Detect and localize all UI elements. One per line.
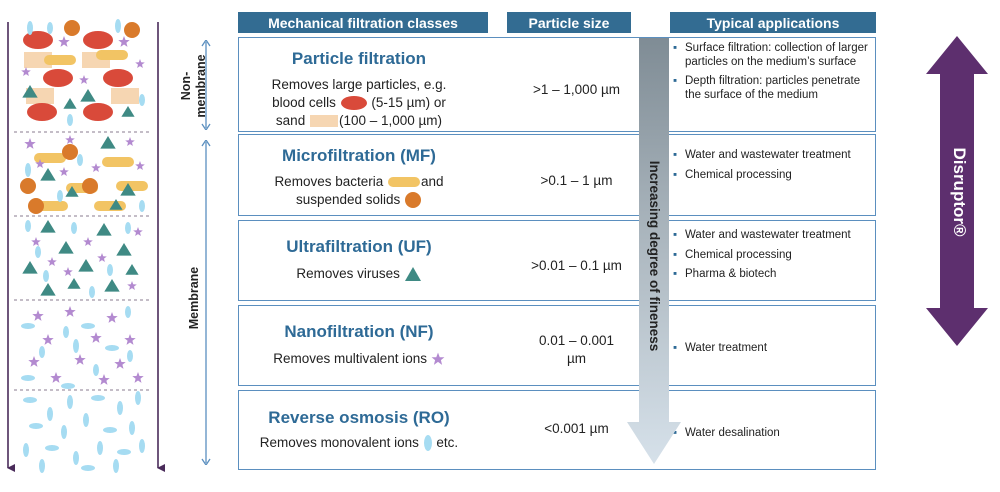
disruptor-label: Disruptor® [950, 147, 969, 237]
ellipse-ion-icon [67, 114, 73, 126]
list-item: ▪ Water and wastewater treatment [673, 149, 851, 161]
star-ion-icon [127, 281, 137, 290]
ellipse-ion-icon [139, 94, 145, 106]
ellipse-ion-icon [423, 434, 433, 452]
star-ion-icon [90, 332, 101, 343]
list-item: ▪ Chemical processing [673, 168, 792, 181]
solid-particle-icon [20, 178, 36, 194]
row-reverse-osmosis [238, 390, 876, 470]
applications-list [671, 149, 871, 188]
ellipse-ion-icon [139, 200, 145, 212]
blood-cell-icon [43, 69, 73, 87]
virus-triangle-icon [80, 89, 95, 102]
blood-cell-icon [340, 95, 368, 111]
virus-triangle-icon [63, 98, 76, 109]
list-item: ▪ Water and wastewater treatment [673, 229, 851, 241]
virus-triangle-icon [78, 259, 93, 272]
star-ion-icon [132, 372, 143, 383]
ellipse-ion-icon [71, 222, 77, 234]
ellipse-ion-icon [67, 395, 73, 409]
header-size: Particle size [507, 12, 631, 33]
solid-particle-icon [82, 178, 98, 194]
virus-triangle-icon [40, 220, 55, 233]
ellipse-ion-icon [89, 286, 95, 298]
list-item: ▪ Pharma & biotech [673, 268, 777, 280]
list-item: ▪ Chemical processing [673, 248, 792, 261]
ellipse-ion-icon [115, 19, 121, 33]
star-ion-icon [106, 312, 117, 323]
ellipse-ion-icon [117, 401, 123, 415]
virus-triangle-icon [125, 264, 138, 275]
star-ion-icon [24, 138, 35, 149]
ellipse-ion-icon [81, 323, 95, 329]
ellipse-ion-icon [83, 413, 89, 427]
row-description: Removes bacteria and suspended solids [239, 173, 479, 209]
bacteria-icon [102, 157, 134, 167]
list-item: ▪ Water desalination [673, 427, 780, 439]
virus-triangle-icon [67, 278, 80, 289]
star-ion-icon [64, 306, 75, 317]
star-ion-icon [135, 59, 145, 68]
star-ion-icon [58, 36, 69, 47]
row-ultrafiltration [238, 220, 876, 301]
ellipse-ion-icon [21, 323, 35, 329]
star-ion-icon [133, 227, 143, 236]
star-ion-icon [21, 67, 31, 76]
virus-triangle-icon [58, 241, 73, 254]
membrane-bracket [205, 140, 207, 465]
ellipse-ion-icon [117, 449, 131, 455]
ellipse-ion-icon [29, 423, 43, 429]
virus-triangle-icon [40, 168, 55, 181]
row-title: Nanofiltration (NF) [284, 322, 434, 341]
membrane-label: Membrane [187, 266, 201, 330]
header-applications: Typical applications [670, 12, 876, 33]
bacteria-icon [34, 153, 66, 163]
applications-list [671, 229, 871, 288]
virus-triangle-icon [121, 106, 134, 117]
star-ion-icon [135, 161, 145, 170]
virus-triangle-icon [22, 261, 37, 274]
bacteria-icon [44, 55, 76, 65]
ellipse-ion-icon [57, 190, 63, 202]
virus-triangle-icon [404, 266, 422, 282]
sand-grain-icon [309, 114, 339, 128]
ellipse-ion-icon [73, 339, 79, 353]
ellipse-ion-icon [73, 451, 79, 465]
virus-triangle-icon [100, 136, 115, 149]
ellipse-ion-icon [47, 22, 53, 34]
row-microfiltration [238, 134, 876, 216]
virus-triangle-icon [116, 243, 131, 256]
star-ion-icon [59, 167, 69, 176]
star-ion-icon [91, 163, 101, 172]
row-description: Removes large particles, e.g. blood cells (5-15 µm) or sand (100 – 1,000 µm) [271, 77, 447, 128]
star-ion-icon [74, 354, 85, 365]
star-ion-icon [431, 352, 445, 366]
ellipse-ion-icon [77, 154, 83, 166]
ellipse-ion-icon [21, 375, 35, 381]
ellipse-ion-icon [25, 163, 31, 177]
virus-triangle-icon [96, 223, 111, 236]
row-title: Microfiltration (MF) [282, 146, 436, 165]
particle-size: >0.01 – 0.1 µm [531, 258, 622, 273]
star-ion-icon [98, 374, 109, 385]
star-ion-icon [114, 358, 125, 369]
particle-size: >0.1 – 1 µm [540, 173, 613, 188]
star-ion-icon [31, 237, 41, 246]
ellipse-ion-icon [63, 326, 69, 338]
filter-column [0, 0, 170, 487]
applications-list [671, 427, 871, 447]
star-ion-icon [32, 310, 43, 321]
ellipse-ion-icon [103, 427, 117, 433]
ellipse-ion-icon [61, 425, 67, 439]
star-ion-icon [118, 36, 129, 47]
ellipse-ion-icon [39, 346, 45, 358]
ellipse-ion-icon [39, 459, 45, 473]
solid-particle-icon [124, 22, 140, 38]
ellipse-ion-icon [81, 465, 95, 471]
blood-cell-icon [27, 103, 57, 121]
ellipse-ion-icon [135, 391, 141, 405]
row-title: Reverse osmosis (RO) [268, 408, 450, 427]
star-ion-icon [63, 267, 73, 276]
ellipse-ion-icon [127, 350, 133, 362]
sand-grain-icon [111, 88, 139, 104]
star-ion-icon [97, 253, 107, 262]
row-nanofiltration [238, 305, 876, 386]
row-description: Removes viruses [239, 265, 479, 283]
ellipse-ion-icon [23, 397, 37, 403]
star-ion-icon [79, 75, 89, 84]
star-ion-icon [124, 334, 135, 345]
star-ion-icon [83, 237, 93, 246]
non-membrane-label: Non- membrane [179, 54, 208, 118]
star-ion-icon [47, 257, 57, 266]
ellipse-ion-icon [105, 345, 119, 351]
ellipse-ion-icon [27, 21, 33, 35]
filter-column-graphic [0, 0, 170, 487]
virus-triangle-icon [104, 279, 119, 292]
list-item: ▪ Surface filtration: collection of larger particles on the medium’s surface [673, 42, 868, 68]
ellipse-ion-icon [125, 222, 131, 234]
star-ion-icon [50, 372, 61, 383]
ellipse-ion-icon [43, 270, 49, 282]
blood-cell-icon [83, 31, 113, 49]
ellipse-ion-icon [97, 441, 103, 455]
bacteria-icon [96, 50, 128, 60]
star-ion-icon [28, 356, 39, 367]
blood-cell-icon [23, 31, 53, 49]
solid-particle-icon [404, 191, 422, 209]
star-ion-icon [65, 135, 75, 144]
ellipse-ion-icon [129, 421, 135, 435]
particle-size: 0.01 – 0.001 µm [538, 333, 615, 366]
ellipse-ion-icon [23, 443, 29, 457]
ellipse-ion-icon [139, 439, 145, 453]
ellipse-ion-icon [61, 383, 75, 389]
ellipse-ion-icon [125, 306, 131, 318]
particle-size: >1 – 1,000 µm [533, 82, 620, 97]
ellipse-ion-icon [47, 407, 53, 421]
row-description: Removes monovalent ions etc. [239, 434, 479, 452]
star-ion-icon [125, 137, 135, 146]
list-item: ▪ Depth filtration: particles penetrate the surface of the medium [673, 75, 861, 101]
row-title: Ultrafiltration (UF) [286, 237, 432, 256]
applications-list [671, 342, 871, 362]
blood-cell-icon [83, 103, 113, 121]
ellipse-ion-icon [93, 364, 99, 376]
list-item: ▪ Water treatment [673, 342, 768, 354]
header-classes: Mechanical filtration classes [238, 12, 488, 33]
applications-list [671, 42, 871, 108]
ellipse-ion-icon [91, 395, 105, 401]
row-description: Removes multivalent ions [239, 350, 479, 368]
ellipse-ion-icon [107, 264, 113, 276]
bacteria-icon [387, 176, 421, 188]
virus-triangle-icon [40, 283, 55, 296]
ellipse-ion-icon [45, 445, 59, 451]
blood-cell-icon [103, 69, 133, 87]
bacteria-icon [116, 181, 148, 191]
ellipse-ion-icon [113, 459, 119, 473]
particle-size: <0.001 µm [544, 421, 609, 436]
row-title: Particle filtration [291, 49, 427, 68]
ellipse-ion-icon [25, 220, 31, 232]
star-ion-icon [42, 334, 53, 345]
row-particle-filtration [238, 37, 876, 132]
solid-particle-icon [64, 20, 80, 36]
ellipse-ion-icon [35, 246, 41, 258]
solid-particle-icon [28, 198, 44, 214]
fineness-arrow-label: Increasing degree of fineness [647, 160, 662, 352]
solid-particle-icon [62, 144, 78, 160]
